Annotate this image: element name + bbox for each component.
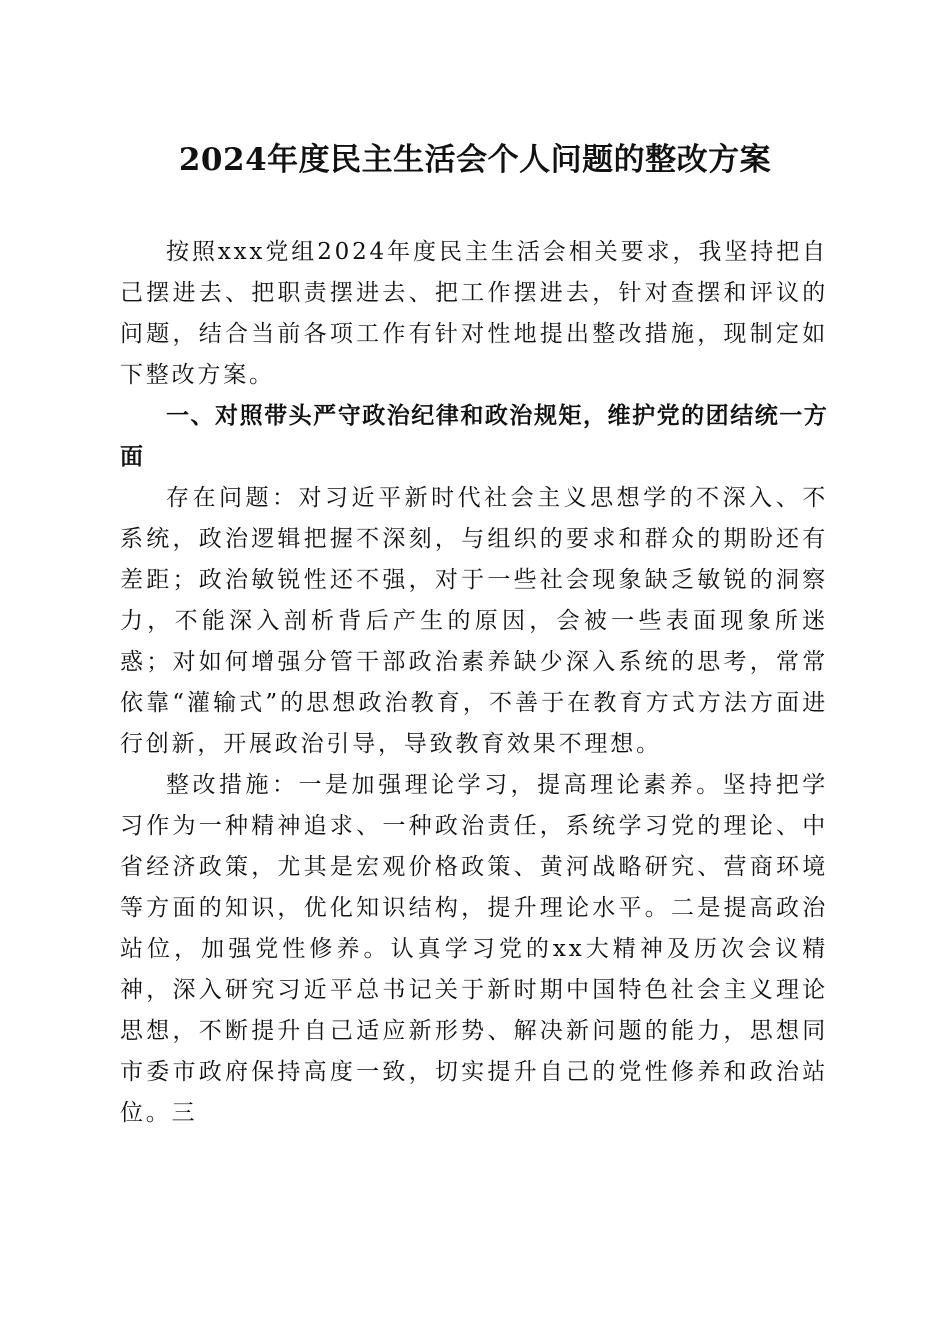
intro-paragraph: 按照xxx党组2024年度民主生活会相关要求，我坚持把自己摆进去、把职责摆进去、把工作摆进去，针对查摆和评议的问题，结合当前各项工作有针对性地提出整改措施，现制定如下整改方案。 <box>120 239 828 388</box>
document-title: 2024年度民主生活会个人问题的整改方案 <box>178 142 772 178</box>
measures-paragraph: 整改措施：一是加强理论学习，提高理论素养。坚持把学习作为一种精神追求、一种政治责任，系统学习党的理论、中省经济政策，尤其是宏观价格政策、黄河战略研究、营商环境等方面的知识，优化知识结构，提升理论水平。二是提高政治站位，加强党性修养。认真学习党的xx大精神及历次会议精神，深入研究习近平总书记关于新时期中国特色社会主义理论思想，不断提升自己适应新形势、解决新问题的能力，思想同市委市政府保持高度一致，切实提升自己的党性修养和政治站位。三 <box>120 772 828 1126</box>
document-body <box>120 232 828 1134</box>
problems-paragraph: 存在问题：对习近平新时代社会主义思想学的不深入、不系统，政治逻辑把握不深刻，与组织的要求和群众的期盼还有差距；政治敏锐性还不强，对于一些社会现象缺乏敏锐的洞察力，不能深入剖析背后产生的原因，会被一些表面现象所迷惑；对如何增强分管干部政治素养缺少深入系统的思考，常常依靠“灌输式”的思想政治教育，不善于在教育方式方法方面进行创新，开展政治引导，导致教育效果不理想。 <box>120 485 828 757</box>
section-heading-1: 一、对照带头严守政治纪律和政治规矩，维护党的团结统一方面 <box>120 403 828 470</box>
